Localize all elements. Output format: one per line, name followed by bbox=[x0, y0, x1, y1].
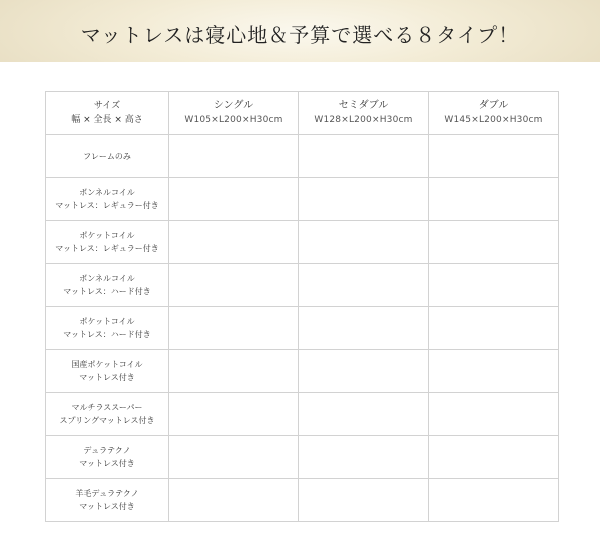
page-title: マットレスは寝心地＆予算で選べる８タイプ！ bbox=[80, 23, 520, 47]
product-cell-semidouble[interactable] bbox=[299, 479, 429, 522]
row-label-line: デュラテクノ bbox=[83, 446, 131, 455]
table-row bbox=[46, 436, 559, 479]
product-cell-single[interactable] bbox=[169, 307, 299, 350]
table-row bbox=[46, 264, 559, 307]
product-cell-semidouble[interactable] bbox=[299, 135, 429, 178]
size-name: シングル bbox=[213, 100, 254, 111]
size-dims: W105×L200×H30cm bbox=[184, 115, 283, 125]
product-cell-double[interactable] bbox=[429, 178, 559, 221]
row-label-line: スプリングマットレス付き bbox=[59, 416, 155, 425]
row-label-line: マットレス付き bbox=[79, 502, 135, 511]
table-header-row bbox=[46, 92, 559, 135]
row-label-line: ボンネルコイル bbox=[79, 188, 135, 197]
row-label-line: ポケットコイル bbox=[79, 231, 135, 240]
product-cell-double[interactable] bbox=[429, 393, 559, 436]
size-header-single bbox=[169, 92, 299, 135]
product-cell-single[interactable] bbox=[169, 178, 299, 221]
product-cell-semidouble[interactable] bbox=[299, 436, 429, 479]
row-label bbox=[46, 393, 169, 436]
product-cell-double[interactable] bbox=[429, 307, 559, 350]
row-label bbox=[46, 307, 169, 350]
product-cell-double[interactable] bbox=[429, 135, 559, 178]
row-label-line: マットレス：レギュラー付き bbox=[55, 244, 159, 253]
row-label-line: ボンネルコイル bbox=[79, 274, 135, 283]
row-label-line: フレームのみ bbox=[83, 151, 131, 161]
product-cell-semidouble[interactable] bbox=[299, 307, 429, 350]
product-cell-semidouble[interactable] bbox=[299, 264, 429, 307]
row-label-line: マットレス：レギュラー付き bbox=[55, 201, 159, 210]
row-label bbox=[46, 221, 169, 264]
table-row bbox=[46, 350, 559, 393]
row-label bbox=[46, 264, 169, 307]
product-cell-double[interactable] bbox=[429, 436, 559, 479]
product-cell-single[interactable] bbox=[169, 350, 299, 393]
product-cell-semidouble[interactable] bbox=[299, 393, 429, 436]
product-cell-semidouble[interactable] bbox=[299, 350, 429, 393]
product-cell-double[interactable] bbox=[429, 350, 559, 393]
row-label-line: マルチラススーパー bbox=[71, 403, 143, 412]
size-name: セミダブル bbox=[338, 100, 389, 111]
table-row bbox=[46, 393, 559, 436]
table-row bbox=[46, 135, 559, 178]
size-dims: W128×L200×H30cm bbox=[314, 115, 413, 125]
row-label-line: マットレス：ハード付き bbox=[63, 287, 151, 296]
product-cell-single[interactable] bbox=[169, 479, 299, 522]
product-cell-single[interactable] bbox=[169, 135, 299, 178]
row-label bbox=[46, 436, 169, 479]
size-header-semidouble bbox=[299, 92, 429, 135]
product-cell-semidouble[interactable] bbox=[299, 221, 429, 264]
row-label-line: 国産ポケットコイル bbox=[71, 360, 143, 369]
row-label-line: 羊毛デュラテクノ bbox=[75, 489, 139, 498]
table-row bbox=[46, 221, 559, 264]
size-header-label bbox=[46, 92, 169, 135]
row-label bbox=[46, 135, 169, 178]
product-cell-single[interactable] bbox=[169, 264, 299, 307]
row-label-line: ポケットコイル bbox=[79, 317, 135, 326]
table-row bbox=[46, 178, 559, 221]
product-cell-double[interactable] bbox=[429, 221, 559, 264]
size-header-dims-line: 幅 × 全長 × 高さ bbox=[71, 115, 143, 125]
row-label-line: マットレス付き bbox=[79, 373, 135, 382]
row-label bbox=[46, 479, 169, 522]
size-header-double bbox=[429, 92, 559, 135]
size-header-line: サイズ bbox=[93, 101, 121, 111]
row-label bbox=[46, 350, 169, 393]
size-price-table bbox=[45, 91, 559, 522]
row-label-line: マットレス：ハード付き bbox=[63, 330, 151, 339]
product-cell-semidouble[interactable] bbox=[299, 178, 429, 221]
size-name: ダブル bbox=[478, 100, 509, 111]
table-row bbox=[46, 479, 559, 522]
table-row bbox=[46, 307, 559, 350]
product-cell-single[interactable] bbox=[169, 393, 299, 436]
size-dims: W145×L200×H30cm bbox=[444, 115, 543, 125]
product-cell-double[interactable] bbox=[429, 264, 559, 307]
row-label bbox=[46, 178, 169, 221]
product-cell-single[interactable] bbox=[169, 221, 299, 264]
product-cell-double[interactable] bbox=[429, 479, 559, 522]
row-label-line: マットレス付き bbox=[79, 459, 135, 468]
product-cell-single[interactable] bbox=[169, 436, 299, 479]
